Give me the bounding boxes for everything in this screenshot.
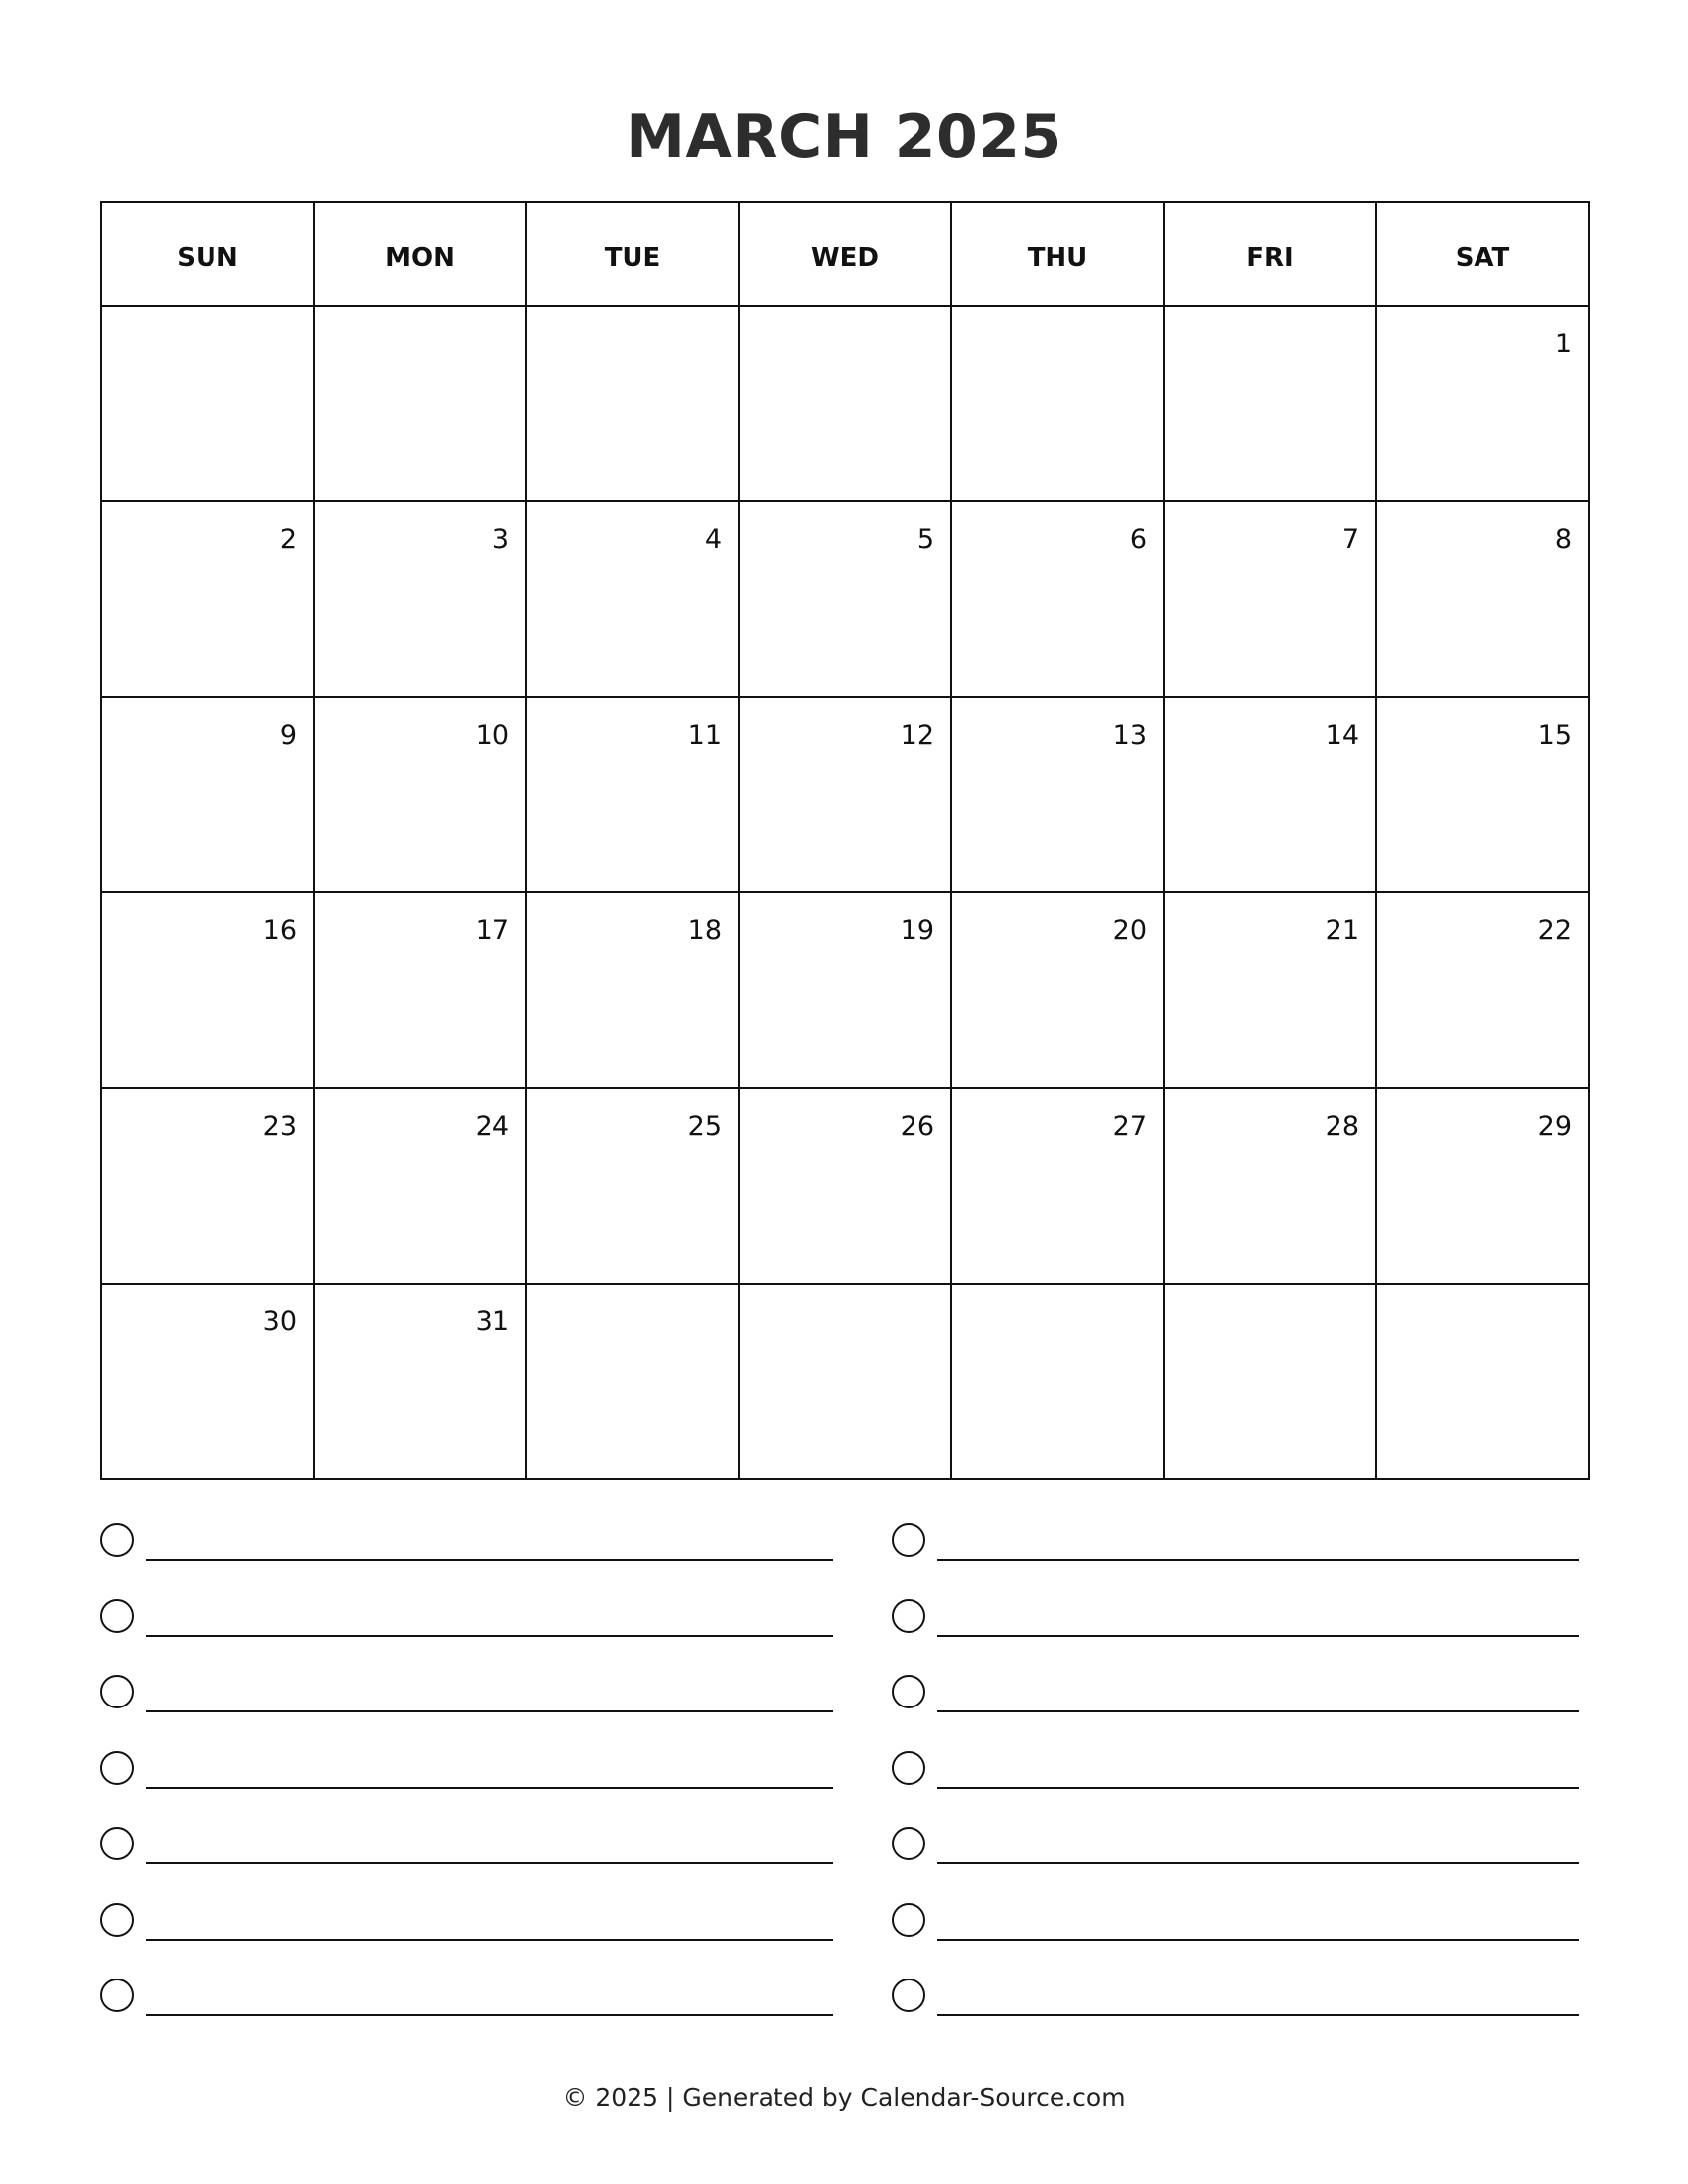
calendar-week-row: [101, 892, 1589, 1088]
footer-credit: © 2025 | Generated by Calendar-Source.com: [562, 2083, 1126, 2112]
checkbox-circle-icon[interactable]: [892, 1979, 925, 2012]
checklist-item[interactable]: [892, 1597, 1579, 1637]
weekday-header-wed: WED: [739, 202, 951, 306]
weekday-header-tue: TUE: [526, 202, 739, 306]
day-number: 30: [262, 1306, 297, 1337]
checklist-item[interactable]: [100, 1749, 833, 1789]
day-cell[interactable]: [314, 697, 526, 892]
day-cell[interactable]: [1376, 1088, 1589, 1284]
writing-line[interactable]: [937, 1559, 1579, 1561]
day-number: 6: [1129, 524, 1147, 555]
day-cell[interactable]: [1376, 306, 1589, 501]
day-number: 27: [1112, 1111, 1147, 1142]
calendar-week-row: [101, 501, 1589, 697]
day-cell[interactable]: [739, 892, 951, 1088]
checkbox-circle-icon[interactable]: [100, 1903, 134, 1937]
checkbox-circle-icon[interactable]: [100, 1979, 134, 2012]
day-number: [740, 307, 950, 329]
day-number: 13: [1112, 720, 1147, 751]
writing-line[interactable]: [146, 1787, 833, 1789]
day-number: 1: [1554, 329, 1572, 359]
day-number: 17: [475, 915, 509, 946]
day-number: 31: [475, 1306, 509, 1337]
day-cell[interactable]: [314, 1088, 526, 1284]
checkbox-circle-icon[interactable]: [892, 1675, 925, 1708]
empty-day-cell[interactable]: [526, 306, 739, 501]
checklist-item[interactable]: [892, 1977, 1579, 2016]
day-number: 2: [279, 524, 297, 555]
day-number: 22: [1537, 915, 1572, 946]
day-number: 25: [687, 1111, 722, 1142]
checklist-item[interactable]: [100, 1977, 833, 2016]
checkbox-circle-icon[interactable]: [100, 1599, 134, 1633]
weekday-header-thu: THU: [951, 202, 1164, 306]
empty-day-cell[interactable]: [739, 1284, 951, 1479]
day-number: 23: [262, 1111, 297, 1142]
day-cell[interactable]: [526, 1088, 739, 1284]
month-calendar-grid: [100, 201, 1590, 1480]
day-cell[interactable]: [314, 501, 526, 697]
checklist-item[interactable]: [892, 1901, 1579, 1941]
day-cell[interactable]: [1376, 892, 1589, 1088]
day-cell[interactable]: [739, 501, 951, 697]
day-cell[interactable]: [526, 501, 739, 697]
calendar-week-row: [101, 1284, 1589, 1479]
checkbox-circle-icon[interactable]: [100, 1827, 134, 1860]
day-cell[interactable]: [1376, 697, 1589, 892]
writing-line[interactable]: [146, 2014, 833, 2016]
weekday-header-fri: FRI: [1164, 202, 1376, 306]
writing-line[interactable]: [937, 1862, 1579, 1864]
day-cell[interactable]: [526, 697, 739, 892]
empty-day-cell[interactable]: [739, 306, 951, 501]
day-number: [527, 1285, 738, 1306]
day-cell[interactable]: [951, 501, 1164, 697]
checklist-item[interactable]: [100, 1521, 833, 1561]
day-number: 21: [1325, 915, 1359, 946]
calendar-title: MARCH 2025: [626, 102, 1062, 172]
writing-line[interactable]: [146, 1710, 833, 1712]
day-number: 16: [262, 915, 297, 946]
checkbox-circle-icon[interactable]: [892, 1827, 925, 1860]
checkbox-circle-icon[interactable]: [100, 1751, 134, 1785]
checklist-item[interactable]: [100, 1901, 833, 1941]
checklist-item[interactable]: [100, 1825, 833, 1864]
checklist-item[interactable]: [892, 1673, 1579, 1712]
day-number: 15: [1537, 720, 1572, 751]
weekday-header-row: [101, 202, 1589, 306]
day-number: 8: [1554, 524, 1572, 555]
writing-line[interactable]: [146, 1635, 833, 1637]
day-number: [1165, 1285, 1375, 1306]
weekday-header-sun: SUN: [101, 202, 314, 306]
weekday-header-mon: MON: [314, 202, 526, 306]
writing-line[interactable]: [146, 1939, 833, 1941]
day-number: 10: [475, 720, 509, 751]
calendar-weeks: [101, 306, 1589, 1479]
writing-line[interactable]: [937, 1939, 1579, 1941]
day-number: 12: [900, 720, 934, 751]
day-cell[interactable]: [951, 892, 1164, 1088]
checklist-item[interactable]: [100, 1673, 833, 1712]
day-number: 26: [900, 1111, 934, 1142]
day-number: 24: [475, 1111, 509, 1142]
day-number: 9: [279, 720, 297, 751]
day-cell[interactable]: [739, 697, 951, 892]
day-number: [315, 307, 525, 329]
day-number: 3: [492, 524, 509, 555]
day-cell[interactable]: [1164, 1088, 1376, 1284]
checkbox-circle-icon[interactable]: [892, 1599, 925, 1633]
day-cell[interactable]: [101, 1088, 314, 1284]
empty-day-cell[interactable]: [526, 1284, 739, 1479]
day-number: [952, 307, 1163, 329]
day-cell[interactable]: [526, 892, 739, 1088]
empty-day-cell[interactable]: [101, 306, 314, 501]
day-number: [740, 1285, 950, 1306]
empty-day-cell[interactable]: [314, 306, 526, 501]
empty-day-cell[interactable]: [1164, 306, 1376, 501]
writing-line[interactable]: [146, 1862, 833, 1864]
writing-line[interactable]: [937, 1787, 1579, 1789]
empty-day-cell[interactable]: [951, 306, 1164, 501]
day-number: [527, 307, 738, 329]
empty-day-cell[interactable]: [951, 1284, 1164, 1479]
day-cell[interactable]: [951, 1088, 1164, 1284]
checkbox-circle-icon[interactable]: [892, 1903, 925, 1937]
day-number: 29: [1537, 1111, 1572, 1142]
day-cell[interactable]: [1164, 697, 1376, 892]
day-number: 19: [900, 915, 934, 946]
day-number: [1377, 1285, 1588, 1306]
day-cell[interactable]: [951, 697, 1164, 892]
empty-day-cell[interactable]: [1376, 1284, 1589, 1479]
day-number: 4: [704, 524, 722, 555]
calendar-week-row: [101, 306, 1589, 501]
day-cell[interactable]: [101, 697, 314, 892]
day-number: 11: [687, 720, 722, 751]
writing-line[interactable]: [937, 1710, 1579, 1712]
checklist-item[interactable]: [100, 1597, 833, 1637]
checklist-item[interactable]: [892, 1749, 1579, 1789]
day-number: 14: [1325, 720, 1359, 751]
writing-line[interactable]: [937, 2014, 1579, 2016]
checklist-item[interactable]: [892, 1825, 1579, 1864]
checklist-item[interactable]: [892, 1521, 1579, 1561]
day-number: [102, 307, 313, 329]
day-number: 7: [1341, 524, 1359, 555]
checkbox-circle-icon[interactable]: [892, 1751, 925, 1785]
day-number: [952, 1285, 1163, 1306]
day-cell[interactable]: [101, 501, 314, 697]
checkbox-circle-icon[interactable]: [892, 1523, 925, 1557]
checkbox-circle-icon[interactable]: [100, 1675, 134, 1708]
day-cell[interactable]: [314, 1284, 526, 1479]
writing-line[interactable]: [146, 1559, 833, 1561]
day-cell[interactable]: [314, 892, 526, 1088]
day-number: 20: [1112, 915, 1147, 946]
day-number: [1165, 307, 1375, 329]
day-cell[interactable]: [1376, 501, 1589, 697]
day-number: 28: [1325, 1111, 1359, 1142]
writing-line[interactable]: [937, 1635, 1579, 1637]
weekday-header-sat: SAT: [1376, 202, 1589, 306]
empty-day-cell[interactable]: [1164, 1284, 1376, 1479]
day-cell[interactable]: [1164, 892, 1376, 1088]
day-number: 18: [687, 915, 722, 946]
calendar-week-row: [101, 697, 1589, 892]
day-cell[interactable]: [739, 1088, 951, 1284]
day-number: 5: [916, 524, 934, 555]
checkbox-circle-icon[interactable]: [100, 1523, 134, 1557]
calendar-week-row: [101, 1088, 1589, 1284]
day-cell[interactable]: [1164, 501, 1376, 697]
day-cell[interactable]: [101, 1284, 314, 1479]
day-cell[interactable]: [101, 892, 314, 1088]
